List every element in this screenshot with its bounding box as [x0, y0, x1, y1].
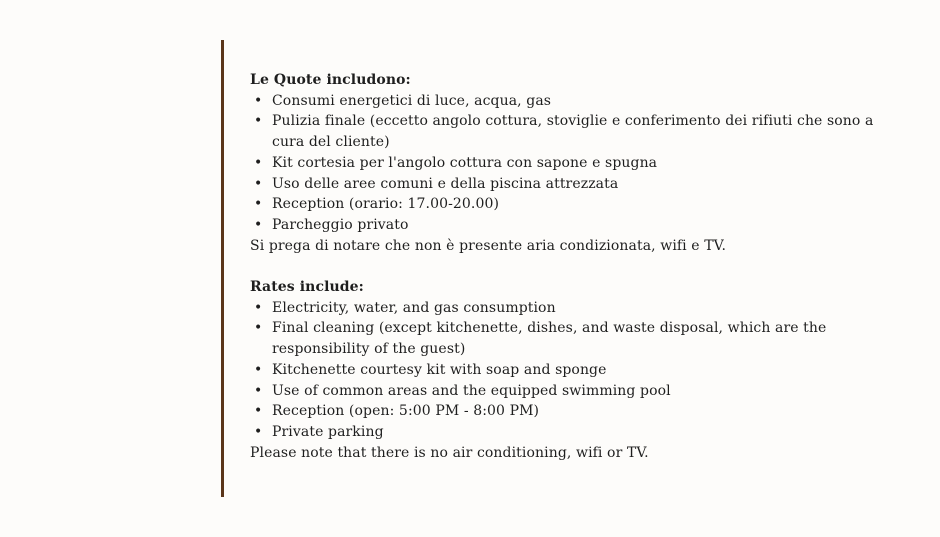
list-item [250, 360, 910, 381]
list-item-text: Reception (open: 5:00 PM - 8:00 PM) [272, 403, 540, 420]
list-item [250, 91, 910, 112]
bullet-icon: • [254, 423, 263, 440]
italian-heading: Le Quote includono: [250, 72, 411, 88]
list-item [250, 111, 910, 152]
list-item [250, 422, 910, 443]
english-list [250, 298, 910, 443]
list-item [250, 174, 910, 195]
english-heading: Rates include: [250, 279, 364, 296]
list-item-text: Use of common areas and the equipped swimming pool [272, 382, 671, 399]
list-item-text: Parcheggio privato [272, 216, 409, 233]
list-item-text: Reception (orario: 17.00-20.00) [272, 196, 500, 213]
italian-list [250, 91, 910, 236]
english-section [250, 277, 910, 463]
list-item [250, 381, 910, 402]
list-item [250, 298, 910, 319]
bullet-icon: • [254, 113, 263, 130]
list-item [250, 153, 910, 174]
list-item-text: Kitchenette courtesy kit with soap and sponge [272, 361, 607, 378]
bullet-icon: • [254, 175, 263, 192]
list-item [250, 215, 910, 236]
list-item [250, 401, 910, 422]
section-spacer [250, 256, 910, 277]
bullet-icon: • [254, 299, 263, 316]
list-item-text: Final cleaning (except kitchenette, dishes, and waste disposal, which are the responsibility of the guest) [272, 320, 827, 358]
bullet-icon: • [254, 216, 263, 233]
bullet-icon: • [254, 382, 263, 399]
list-item-text: Uso delle aree comuni e della piscina attrezzata [272, 175, 619, 192]
list-item [250, 194, 910, 215]
bullet-icon: • [254, 154, 263, 171]
list-item-text: Private parking [272, 423, 384, 440]
list-item-text: Kit cortesia per l'angolo cottura con sapone e spugna [272, 154, 658, 171]
list-item-text: Consumi energetici di luce, acqua, gas [272, 92, 552, 109]
bullet-icon: • [254, 92, 263, 109]
accent-bar [221, 40, 224, 497]
rates-document [250, 70, 910, 463]
italian-note: Si prega di notare che non è presente aria condizionata, wifi e TV. [250, 237, 726, 254]
list-item-text: Electricity, water, and gas consumption [272, 299, 556, 316]
list-item-text: Pulizia finale (eccetto angolo cottura, stoviglie e conferimento dei rifiuti che sono a cura del cliente) [272, 113, 874, 151]
english-note: Please note that there is no air conditioning, wifi or TV. [250, 444, 649, 461]
bullet-icon: • [254, 403, 263, 420]
list-item [250, 318, 910, 359]
bullet-icon: • [254, 196, 263, 213]
bullet-icon: • [254, 361, 263, 378]
bullet-icon: • [254, 320, 263, 337]
italian-section [250, 70, 910, 256]
